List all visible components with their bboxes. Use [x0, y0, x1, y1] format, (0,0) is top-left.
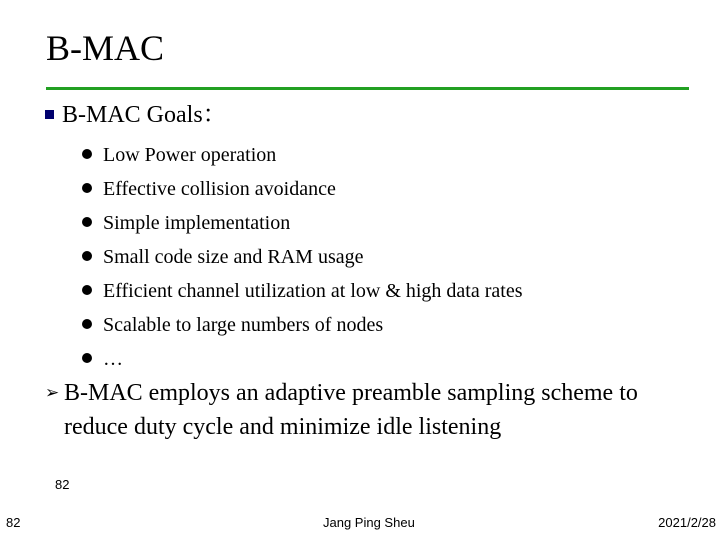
title-divider — [46, 87, 689, 90]
goal-item-text: Efficient channel utilization at low & high data rates — [103, 280, 523, 302]
arrow-bullet-icon: ➢ — [45, 383, 60, 403]
goal-item-text: Effective collision avoidance — [103, 178, 336, 200]
goals-heading-text: B-MAC Goals： — [62, 102, 227, 128]
slide-title: B-MAC — [46, 28, 165, 68]
footer-page-number: 82 — [55, 477, 70, 492]
dot-bullet-icon — [82, 319, 92, 329]
goal-item — [82, 308, 523, 342]
goal-item — [82, 274, 523, 308]
dot-bullet-icon — [82, 149, 92, 159]
goals-heading — [45, 100, 227, 130]
goal-item — [82, 240, 523, 274]
goal-item — [82, 342, 523, 376]
goal-item — [82, 138, 523, 172]
footer-author: Jang Ping Sheu — [323, 515, 415, 530]
goal-list — [82, 138, 523, 376]
summary-block — [45, 376, 645, 444]
dot-bullet-icon — [82, 183, 92, 193]
goal-item — [82, 206, 523, 240]
goal-item-text: Low Power operation — [103, 144, 277, 166]
square-bullet-icon — [45, 110, 54, 119]
goal-item-text: … — [103, 348, 123, 370]
footer-date: 2021/2/28 — [658, 515, 716, 530]
dot-bullet-icon — [82, 353, 92, 363]
goal-item-text: Scalable to large numbers of nodes — [103, 314, 384, 336]
goal-item — [82, 172, 523, 206]
dot-bullet-icon — [82, 217, 92, 227]
dot-bullet-icon — [82, 285, 92, 295]
goal-item-text: Simple implementation — [103, 212, 291, 234]
summary-text: B-MAC employs an adaptive preamble sampling scheme to reduce duty cycle and minimize idle listening — [64, 380, 638, 440]
footer-page-left: 82 — [6, 515, 21, 530]
goal-item-text: Small code size and RAM usage — [103, 246, 364, 268]
dot-bullet-icon — [82, 251, 92, 261]
